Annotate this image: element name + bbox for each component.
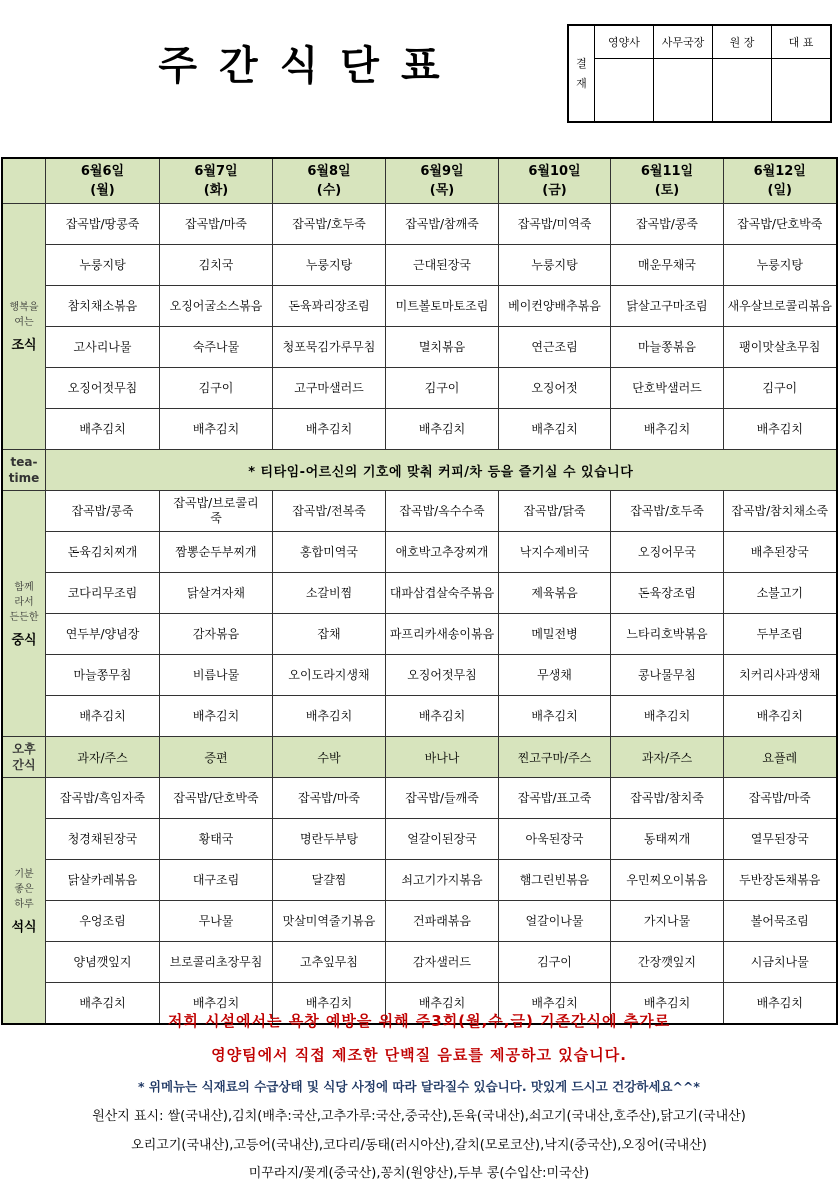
breakfast-dish: 잡곡밥/땅콩죽	[46, 204, 160, 245]
origin-label-line2: 오리고기(국내산),고등어(국내산),코다리/동태(러시아산),갈치(모로코산),낙지(중국산),오징어(국내산)	[131, 1138, 707, 1153]
day-date: 6월6일	[80, 164, 125, 179]
approval-role-director: 원 장	[713, 25, 772, 59]
dinner-dish: 배추김치	[46, 983, 160, 1025]
breakfast-dish: 누룽지탕	[724, 245, 837, 286]
lunch-dish: 잡곡밥/호두죽	[611, 491, 724, 532]
breakfast-meal-name: 조식	[11, 338, 37, 353]
day-date: 6월11일	[640, 164, 694, 179]
lunch-row	[2, 573, 837, 614]
approval-box	[567, 24, 832, 123]
day-weekday: (목)	[429, 183, 455, 198]
lunch-dish: 치커리사과생채	[724, 655, 837, 696]
lunch-dish: 두부조림	[724, 614, 837, 655]
lunch-dish: 잡곡밥/참치채소죽	[724, 491, 837, 532]
breakfast-dish: 잡곡밥/미역죽	[499, 204, 611, 245]
lunch-row	[2, 655, 837, 696]
breakfast-dish: 단호박샐러드	[611, 368, 724, 409]
snack-item: 증편	[160, 737, 273, 778]
day-header	[499, 158, 611, 204]
breakfast-side-subtitle: 행복을 여는	[9, 302, 39, 328]
breakfast-dish: 누룽지탕	[273, 245, 386, 286]
dinner-dish: 건파래볶음	[386, 901, 499, 942]
day-header	[611, 158, 724, 204]
breakfast-dish: 매운무채국	[611, 245, 724, 286]
lunch-dish: 대파삼겹살숙주볶음	[386, 573, 499, 614]
breakfast-row	[2, 368, 837, 409]
day-date: 6월12일	[753, 164, 806, 179]
lunch-dish: 파프리카새송이볶음	[386, 614, 499, 655]
breakfast-dish: 배추김치	[386, 409, 499, 450]
breakfast-side-label	[2, 204, 46, 450]
origin-label-line3: 미꾸라지/꽃게(중국산),꽁치(원양산),두부 콩(수입산:미국산)	[248, 1166, 590, 1181]
dinner-dish: 대구조림	[160, 860, 273, 901]
day-weekday: (토)	[654, 183, 680, 198]
dinner-dish: 쇠고기가지볶음	[386, 860, 499, 901]
dinner-dish: 양념깻잎지	[46, 942, 160, 983]
lunch-dish: 배추김치	[46, 696, 160, 737]
breakfast-dish: 고구마샐러드	[273, 368, 386, 409]
lunch-dish: 느타리호박볶음	[611, 614, 724, 655]
dinner-dish: 열무된장국	[724, 819, 837, 860]
breakfast-dish: 숙주나물	[160, 327, 273, 368]
signature-cell[interactable]	[713, 59, 772, 123]
lunch-dish: 배추김치	[499, 696, 611, 737]
snack-item: 과자/주스	[46, 737, 160, 778]
breakfast-dish: 배추김치	[724, 409, 837, 450]
breakfast-dish: 베이컨양배추볶음	[499, 286, 611, 327]
lunch-dish: 감자볶음	[160, 614, 273, 655]
breakfast-row	[2, 286, 837, 327]
lunch-dish: 배추김치	[611, 696, 724, 737]
weekly-menu-table	[1, 157, 838, 1025]
dinner-row	[2, 819, 837, 860]
lunch-meal-name: 중식	[11, 632, 37, 648]
snack-item: 과자/주스	[611, 737, 724, 778]
lunch-dish: 무생채	[499, 655, 611, 696]
lunch-row	[2, 696, 837, 737]
signature-cell[interactable]	[654, 59, 713, 123]
breakfast-dish: 잡곡밥/호두죽	[273, 204, 386, 245]
day-header	[46, 158, 160, 204]
breakfast-dish: 돈육꽈리장조림	[273, 286, 386, 327]
approval-role-office-manager: 사무국장	[654, 25, 713, 59]
dinner-dish: 잡곡밥/단호박죽	[160, 778, 273, 819]
day-date: 6월10일	[528, 164, 581, 179]
lunch-dish: 닭살겨자채	[160, 573, 273, 614]
signature-cell[interactable]	[772, 59, 832, 123]
lunch-dish: 오징어젓무침	[386, 655, 499, 696]
dinner-dish: 우민찌오이볶음	[611, 860, 724, 901]
dinner-dish: 맛살미역줄기볶음	[273, 901, 386, 942]
dinner-dish: 명란두부탕	[273, 819, 386, 860]
lunch-dish: 배추된장국	[724, 532, 837, 573]
breakfast-dish: 청포묵김가루무침	[273, 327, 386, 368]
dinner-dish: 볼어묵조림	[724, 901, 837, 942]
day-weekday: (화)	[203, 183, 229, 198]
snack-side-label: 오후 간식	[2, 737, 46, 778]
dinner-dish: 배추김치	[160, 983, 273, 1025]
dinner-dish: 배추김치	[611, 983, 724, 1025]
breakfast-dish: 배추김치	[273, 409, 386, 450]
snack-item: 요플레	[724, 737, 837, 778]
lunch-dish: 비름나물	[160, 655, 273, 696]
lunch-dish: 잡곡밥/옥수수죽	[386, 491, 499, 532]
breakfast-dish: 김구이	[724, 368, 837, 409]
signature-cell[interactable]	[595, 59, 654, 123]
lunch-dish: 마늘쫑무침	[46, 655, 160, 696]
lunch-dish: 코다리무조림	[46, 573, 160, 614]
dinner-row	[2, 901, 837, 942]
lunch-dish: 애호박고추장찌개	[386, 532, 499, 573]
breakfast-dish: 근대된장국	[386, 245, 499, 286]
lunch-row	[2, 532, 837, 573]
breakfast-dish: 배추김치	[499, 409, 611, 450]
breakfast-dish: 닭살고구마조림	[611, 286, 724, 327]
dinner-dish: 배추김치	[499, 983, 611, 1025]
breakfast-dish: 고사리나물	[46, 327, 160, 368]
lunch-dish: 잡곡밥/전복죽	[273, 491, 386, 532]
dinner-row	[2, 778, 837, 819]
date-header-row	[2, 158, 837, 204]
day-date: 6월8일	[307, 164, 351, 179]
breakfast-row	[2, 409, 837, 450]
lunch-row	[2, 614, 837, 655]
dinner-side-label	[2, 778, 46, 1025]
dinner-dish: 잡곡밥/참치죽	[611, 778, 724, 819]
lunch-dish: 소갈비찜	[273, 573, 386, 614]
teatime-note: * 티타임-어르신의 기호에 맞춰 커피/차 등을 즐기실 수 있습니다	[46, 450, 837, 491]
breakfast-dish: 잡곡밥/마죽	[160, 204, 273, 245]
day-weekday: (일)	[767, 183, 792, 198]
lunch-dish: 배추김치	[724, 696, 837, 737]
snack-row	[2, 737, 837, 778]
lunch-dish: 제육볶음	[499, 573, 611, 614]
teatime-side-label: tea- time	[2, 450, 46, 491]
breakfast-dish: 참치채소볶음	[46, 286, 160, 327]
dinner-meal-name: 석식	[11, 919, 37, 935]
lunch-dish: 소불고기	[724, 573, 837, 614]
notice-menu-change: * 위메뉴는 식재료의 수급상태 및 식당 사정에 따라 달라질수 있습니다. 맛있게 드시고 건강하세요^^*	[138, 1079, 700, 1094]
dinner-side-subtitle: 기분 좋은 하루	[14, 868, 34, 910]
breakfast-dish: 멸치볶음	[386, 327, 499, 368]
dinner-dish: 달걀찜	[273, 860, 386, 901]
snack-item: 바나나	[386, 737, 499, 778]
approval-role-ceo: 대 표	[772, 25, 832, 59]
day-header	[386, 158, 499, 204]
dinner-dish: 황태국	[160, 819, 273, 860]
day-header	[724, 158, 837, 204]
page-title: 주간식단표	[158, 43, 462, 89]
breakfast-dish: 잡곡밥/참깨죽	[386, 204, 499, 245]
dinner-dish: 배추김치	[724, 983, 837, 1025]
lunch-side-subtitle: 함께 라서 든든한	[9, 581, 39, 623]
dinner-dish: 배추김치	[386, 983, 499, 1025]
breakfast-dish: 배추김치	[160, 409, 273, 450]
lunch-dish: 연두부/양념장	[46, 614, 160, 655]
dinner-dish: 얼갈이된장국	[386, 819, 499, 860]
breakfast-dish: 누룽지탕	[499, 245, 611, 286]
day-weekday: (월)	[90, 183, 115, 198]
approval-label: 결 재	[568, 25, 595, 122]
lunch-dish: 메밀전병	[499, 614, 611, 655]
dinner-dish: 고추잎무침	[273, 942, 386, 983]
lunch-dish: 배추김치	[273, 696, 386, 737]
approval-role-nutritionist: 영양사	[595, 25, 654, 59]
lunch-dish: 잡채	[273, 614, 386, 655]
teatime-row	[2, 450, 837, 491]
dinner-dish: 잡곡밥/마죽	[273, 778, 386, 819]
dinner-dish: 동태찌개	[611, 819, 724, 860]
day-header	[273, 158, 386, 204]
origin-label-line1: 원산지 표시: 쌀(국내산),김치(배추:국산,고추가루:국산,중국산),돈육(국내산),쇠고기(국내산,호주산),닭고기(국내산)	[92, 1109, 746, 1124]
breakfast-dish: 연근조림	[499, 327, 611, 368]
dinner-row	[2, 860, 837, 901]
breakfast-row	[2, 245, 837, 286]
dinner-dish: 잡곡밥/흑임자죽	[46, 778, 160, 819]
breakfast-dish: 배추김치	[611, 409, 724, 450]
breakfast-dish: 잡곡밥/단호박죽	[724, 204, 837, 245]
snack-item: 찐고구마/주스	[499, 737, 611, 778]
breakfast-dish: 미트볼토마토조림	[386, 286, 499, 327]
breakfast-dish: 김구이	[386, 368, 499, 409]
breakfast-dish: 잡곡밥/콩죽	[611, 204, 724, 245]
day-date: 6월9일	[420, 164, 464, 179]
lunch-dish: 오이도라지생채	[273, 655, 386, 696]
breakfast-dish: 새우살브로콜리볶음	[724, 286, 837, 327]
breakfast-dish: 오징어젓무침	[46, 368, 160, 409]
dinner-dish: 청경채된장국	[46, 819, 160, 860]
dinner-dish: 아욱된장국	[499, 819, 611, 860]
breakfast-dish: 배추김치	[46, 409, 160, 450]
lunch-dish: 잡곡밥/콩죽	[46, 491, 160, 532]
breakfast-dish: 팽이맛살초무침	[724, 327, 837, 368]
breakfast-dish: 오징어젓	[499, 368, 611, 409]
lunch-side-label	[2, 491, 46, 737]
dinner-row	[2, 942, 837, 983]
dinner-dish: 잡곡밥/표고죽	[499, 778, 611, 819]
notice-protein-line1: 저희 시설에서는 욕창 예방을 위해 주3회(월,수,금) 기존간식에 추가로	[167, 1012, 671, 1030]
breakfast-dish: 오징어굴소스볶음	[160, 286, 273, 327]
dinner-dish: 배추김치	[273, 983, 386, 1025]
lunch-dish: 배추김치	[386, 696, 499, 737]
lunch-dish: 돈육김치찌개	[46, 532, 160, 573]
dinner-dish: 햄그린빈볶음	[499, 860, 611, 901]
lunch-dish: 잡곡밥/브로콜리 죽	[160, 491, 273, 532]
dinner-dish: 두반장돈채볶음	[724, 860, 837, 901]
day-weekday: (금)	[542, 183, 567, 198]
dinner-dish: 감자샐러드	[386, 942, 499, 983]
breakfast-dish: 마늘쫑볶음	[611, 327, 724, 368]
lunch-dish: 홍합미역국	[273, 532, 386, 573]
lunch-dish: 배추김치	[160, 696, 273, 737]
dinner-dish: 간장깻잎지	[611, 942, 724, 983]
breakfast-dish: 김치국	[160, 245, 273, 286]
lunch-dish: 짬뽕순두부찌개	[160, 532, 273, 573]
lunch-dish: 돈육장조림	[611, 573, 724, 614]
snack-item: 수박	[273, 737, 386, 778]
dinner-dish: 닭살카레볶음	[46, 860, 160, 901]
notice-protein-line2: 영양팀에서 직접 제조한 단백질 음료를 제공하고 있습니다.	[211, 1046, 627, 1064]
lunch-dish: 오징어무국	[611, 532, 724, 573]
day-header	[160, 158, 273, 204]
day-date: 6월7일	[194, 164, 238, 179]
dinner-dish: 잡곡밥/마죽	[724, 778, 837, 819]
dinner-dish: 잡곡밥/들깨죽	[386, 778, 499, 819]
lunch-dish: 잡곡밥/닭죽	[499, 491, 611, 532]
corner-cell	[2, 158, 46, 204]
dinner-dish: 얼갈이나물	[499, 901, 611, 942]
breakfast-row	[2, 327, 837, 368]
breakfast-dish: 누룽지탕	[46, 245, 160, 286]
dinner-dish: 무나물	[160, 901, 273, 942]
day-weekday: (수)	[316, 183, 342, 198]
lunch-row	[2, 491, 837, 532]
breakfast-dish: 김구이	[160, 368, 273, 409]
dinner-dish: 가지나물	[611, 901, 724, 942]
lunch-dish: 콩나물무침	[611, 655, 724, 696]
dinner-dish: 김구이	[499, 942, 611, 983]
dinner-dish: 우엉조림	[46, 901, 160, 942]
lunch-dish: 낙지수제비국	[499, 532, 611, 573]
breakfast-row	[2, 204, 837, 245]
dinner-dish: 시금치나물	[724, 942, 837, 983]
dinner-dish: 브로콜리초장무침	[160, 942, 273, 983]
